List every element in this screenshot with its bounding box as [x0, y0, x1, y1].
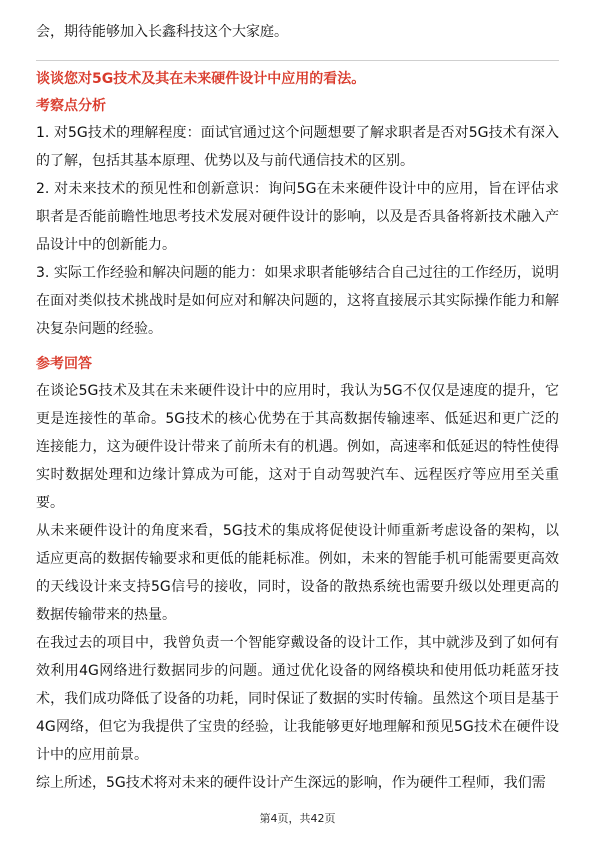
analysis-point-2: 2. 对未来技术的预见性和创新意识：询问5G在未来硬件设计中的应用，旨在评估求职者是否能前瞻性地思考技术发展对硬件设计的影响，以及是否具备将新技术融入产品设计中的创新能力。: [36, 181, 559, 253]
section-spacer: [36, 343, 559, 351]
analysis-point-1: 1. 对5G技术的理解程度：面试官通过这个问题想要了解求职者是否对5G技术有深入的了解，包括其基本原理、优势以及与前代通信技术的区别。: [36, 125, 559, 169]
analysis-heading: 考察点分析: [36, 98, 106, 114]
page-number-footer: 第4页，共42页: [259, 812, 336, 825]
answer-heading: 参考回答: [36, 356, 92, 372]
analysis-point-3: 3. 实际工作经验和解决问题的能力：如果求职者能够结合自己过往的工作经历，说明在面对类似技术挑战时是如何应对和解决问题的，这将直接展示其实际操作能力和解决复杂问题的经验。: [36, 265, 559, 337]
section-divider: [36, 60, 559, 61]
answer-paragraph-1: 在谈论5G技术及其在未来硬件设计中的应用时，我认为5G不仅仅是速度的提升，它更是连接性的革命。5G技术的核心优势在于其高数据传输速率、低延迟和更广泛的连接能力，这为硬件设计带来了前所未有的机遇。例如，高速率和低延迟的特性使得实时数据处理和边缘计算成为可能，这对于自动驾驶汽车、远程医疗等应用至关重要。: [36, 383, 559, 511]
page-content: [36, 18, 559, 797]
answer-paragraph-2: 从未来硬件设计的角度来看，5G技术的集成将促使设计师重新考虑设备的架构，以适应更高的数据传输要求和更低的能耗标准。例如，未来的智能手机可能需要更高效的天线设计来支持5G信号的接收，同时，设备的散热系统也需要升级以处理更高的数据传输带来的热量。: [36, 523, 559, 623]
interview-question: 谈谈您对5G技术及其在未来硬件设计中应用的看法。: [36, 71, 366, 87]
answer-paragraph-4: 综上所述，5G技术将对未来的硬件设计产生深远的影响，作为硬件工程师，我们需: [36, 775, 546, 791]
intro-line: 会，期待能够加入长鑫科技这个大家庭。: [36, 24, 288, 40]
answer-paragraph-3: 在我过去的项目中，我曾负责一个智能穿戴设备的设计工作，其中就涉及到了如何有效利用4G网络进行数据同步的问题。通过优化设备的网络模块和使用低功耗蓝牙技术，我们成功降低了设备的功耗，同时保证了数据的实时传输。虽然这个项目是基于4G网络，但它为我提供了宝贵的经验，让我能够更好地理解和预见5G技术在硬件设计中的应用前景。: [36, 635, 559, 763]
